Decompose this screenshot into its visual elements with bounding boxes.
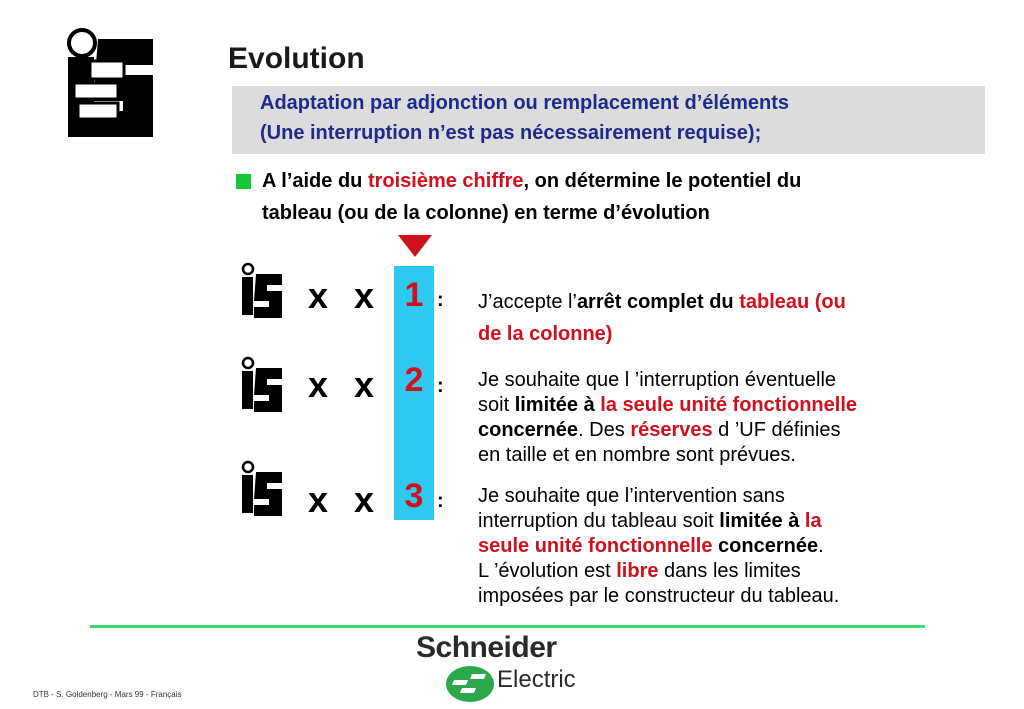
subtitle-line-2: (Une interruption n’est pas nécessairement requise); — [260, 122, 762, 144]
colon: : — [437, 375, 444, 397]
row-3-description: Je souhaite que l’intervention sans interruption du tableau soit limitée à la seule unité fonctionnelle concernée. L ’évolution est libre dans les limites imposées par le constructeur du tableau. — [478, 485, 840, 607]
footer-credit: DTB - S. Goldenberg - Mars 99 - Français — [33, 690, 182, 699]
is-small-logo-icon — [238, 460, 286, 518]
brand-subtitle: Electric — [497, 666, 576, 693]
bullet-line-1: A l’aide du troisième chiffre, on détermine le potentiel du — [262, 170, 802, 192]
row-2-description: Je souhaite que l ’interruption éventuelle soit limitée à la seule unité fonctionnelle concernée. Des réserves d ’UF définies en taille et en nombre sont prévues. — [478, 369, 857, 466]
subtitle-box — [232, 86, 985, 154]
brand-name: Schneider — [416, 631, 557, 664]
code-x-2: x — [354, 275, 375, 316]
is-small-logo-icon — [238, 262, 286, 320]
subtitle-line-1: Adaptation par adjonction ou remplacement d’éléments — [260, 92, 789, 114]
bullet-square-icon — [236, 174, 251, 189]
digit-3: 3 — [404, 477, 424, 515]
colon: : — [437, 490, 444, 512]
is-logo-icon — [60, 25, 160, 145]
is-small-logo-icon — [238, 356, 286, 414]
digit-2: 2 — [404, 361, 424, 399]
schneider-electric-logo-icon — [444, 664, 496, 704]
colon: : — [437, 289, 444, 311]
page-title: Evolution — [228, 42, 365, 75]
code-x-2: x — [354, 479, 375, 520]
code-x-2: x — [354, 364, 375, 405]
footer-divider — [90, 625, 925, 628]
code-x-1: x — [308, 479, 329, 520]
row-1-description: J’accepte l’arrêt complet du tableau (ou de la colonne) — [478, 291, 846, 345]
digit-1: 1 — [404, 276, 424, 314]
code-x-1: x — [308, 275, 329, 316]
bullet-line-2: tableau (ou de la colonne) en terme d’évolution — [262, 202, 710, 224]
code-x-1: x — [308, 364, 329, 405]
down-arrow-icon — [398, 235, 432, 257]
